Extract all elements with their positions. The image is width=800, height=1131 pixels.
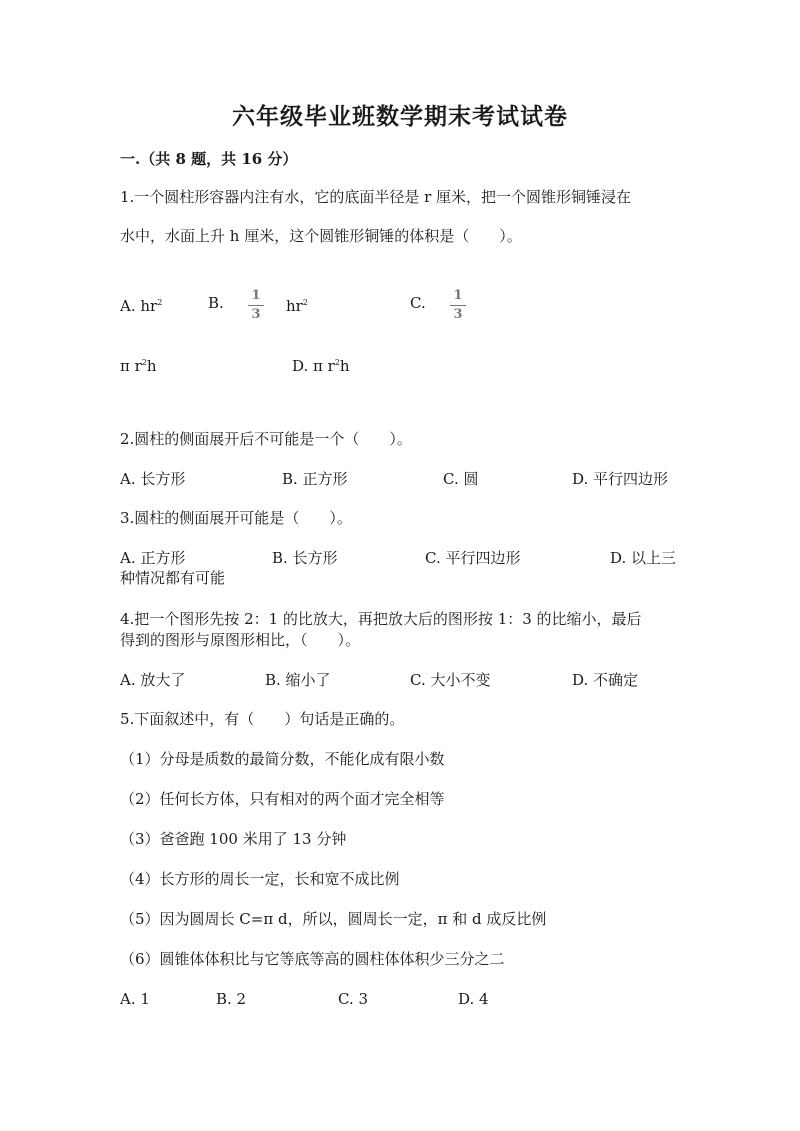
question-4-stem-line1: 4.把一个图形先按 2：1 的比放大，再把放大后的图形按 1：3 的比缩小，最后 <box>120 610 642 628</box>
question-4-option-a[interactable]: A. 放大了 <box>120 671 186 689</box>
question-5-option-a[interactable]: A. 1 <box>120 990 150 1008</box>
question-4-option-d[interactable]: D. 不确定 <box>572 671 639 689</box>
question-5-statement-3: （3）爸爸跑 100 米用了 13 分钟 <box>120 830 347 848</box>
question-5-option-d[interactable]: D. 4 <box>458 990 489 1008</box>
question-1-option-b-label[interactable]: B. <box>208 294 224 312</box>
question-5-statement-2: （2）任何长方体，只有相对的两个面才完全相等 <box>120 790 445 808</box>
question-1-stem-line1: 1.一个圆柱形容器内注有水，它的底面半径是 r 厘米，把一个圆锥形铜锤浸在 <box>120 188 632 206</box>
question-3-stem: 3.圆柱的侧面展开可能是（ ）。 <box>120 509 352 527</box>
question-5-statement-6: （6）圆锥体体积比与它等底等高的圆柱体体积少三分之二 <box>120 950 505 968</box>
question-4-option-c[interactable]: C. 大小不变 <box>410 671 491 689</box>
question-1-option-c-text: π $r^2h$ <box>120 357 157 375</box>
question-5-statement-4: （4）长方形的周长一定，长和宽不成比例 <box>120 870 400 888</box>
question-1-option-a[interactable]: A. $hr^2$ <box>120 297 163 315</box>
question-2-stem: 2.圆柱的侧面展开后不可能是一个（ ）。 <box>120 430 412 448</box>
question-3-option-d-wrap: 种情况都有可能 <box>120 569 226 587</box>
question-2-option-c[interactable]: C. 圆 <box>443 470 479 488</box>
question-1-stem-line2: 水中，水面上升 h 厘米，这个圆锥形铜锤的体积是（ ）。 <box>120 227 522 245</box>
question-1-option-d[interactable]: D. π $r^2h$ <box>292 357 350 375</box>
question-2-option-a[interactable]: A. 长方形 <box>120 470 186 488</box>
question-5-stem: 5.下面叙述中，有（ ）句话是正确的。 <box>120 710 405 728</box>
question-1-option-b-fraction: 1 3 <box>248 289 264 322</box>
section-heading: 一.（共 8 题，共 16 分） <box>120 150 298 168</box>
question-3-option-a[interactable]: A. 正方形 <box>120 549 186 567</box>
question-3-option-d[interactable]: D. 以上三 <box>610 549 677 567</box>
question-2-option-b[interactable]: B. 正方形 <box>282 470 348 488</box>
question-1-option-c-fraction: 1 3 <box>450 289 466 322</box>
question-4-stem-line2: 得到的图形与原图形相比，（ ）。 <box>120 631 361 649</box>
question-5-statement-5: （5）因为圆周长 C=π d，所以，圆周长一定，π 和 d 成反比例 <box>120 910 547 928</box>
question-5-statement-1: （1）分母是质数的最简分数，不能化成有限小数 <box>120 750 445 768</box>
question-5-option-b[interactable]: B. 2 <box>216 990 247 1008</box>
question-4-option-b[interactable]: B. 缩小了 <box>265 671 331 689</box>
question-1-option-c-label[interactable]: C. <box>410 294 426 312</box>
question-5-option-c[interactable]: C. 3 <box>338 990 369 1008</box>
question-1-option-b-text: $hr^2$ <box>286 297 308 315</box>
question-3-option-b[interactable]: B. 长方形 <box>272 549 338 567</box>
page-title: 六年级毕业班数学期末考试试卷 <box>232 103 568 130</box>
question-3-option-c[interactable]: C. 平行四边形 <box>425 549 521 567</box>
question-2-option-d[interactable]: D. 平行四边形 <box>572 470 669 488</box>
